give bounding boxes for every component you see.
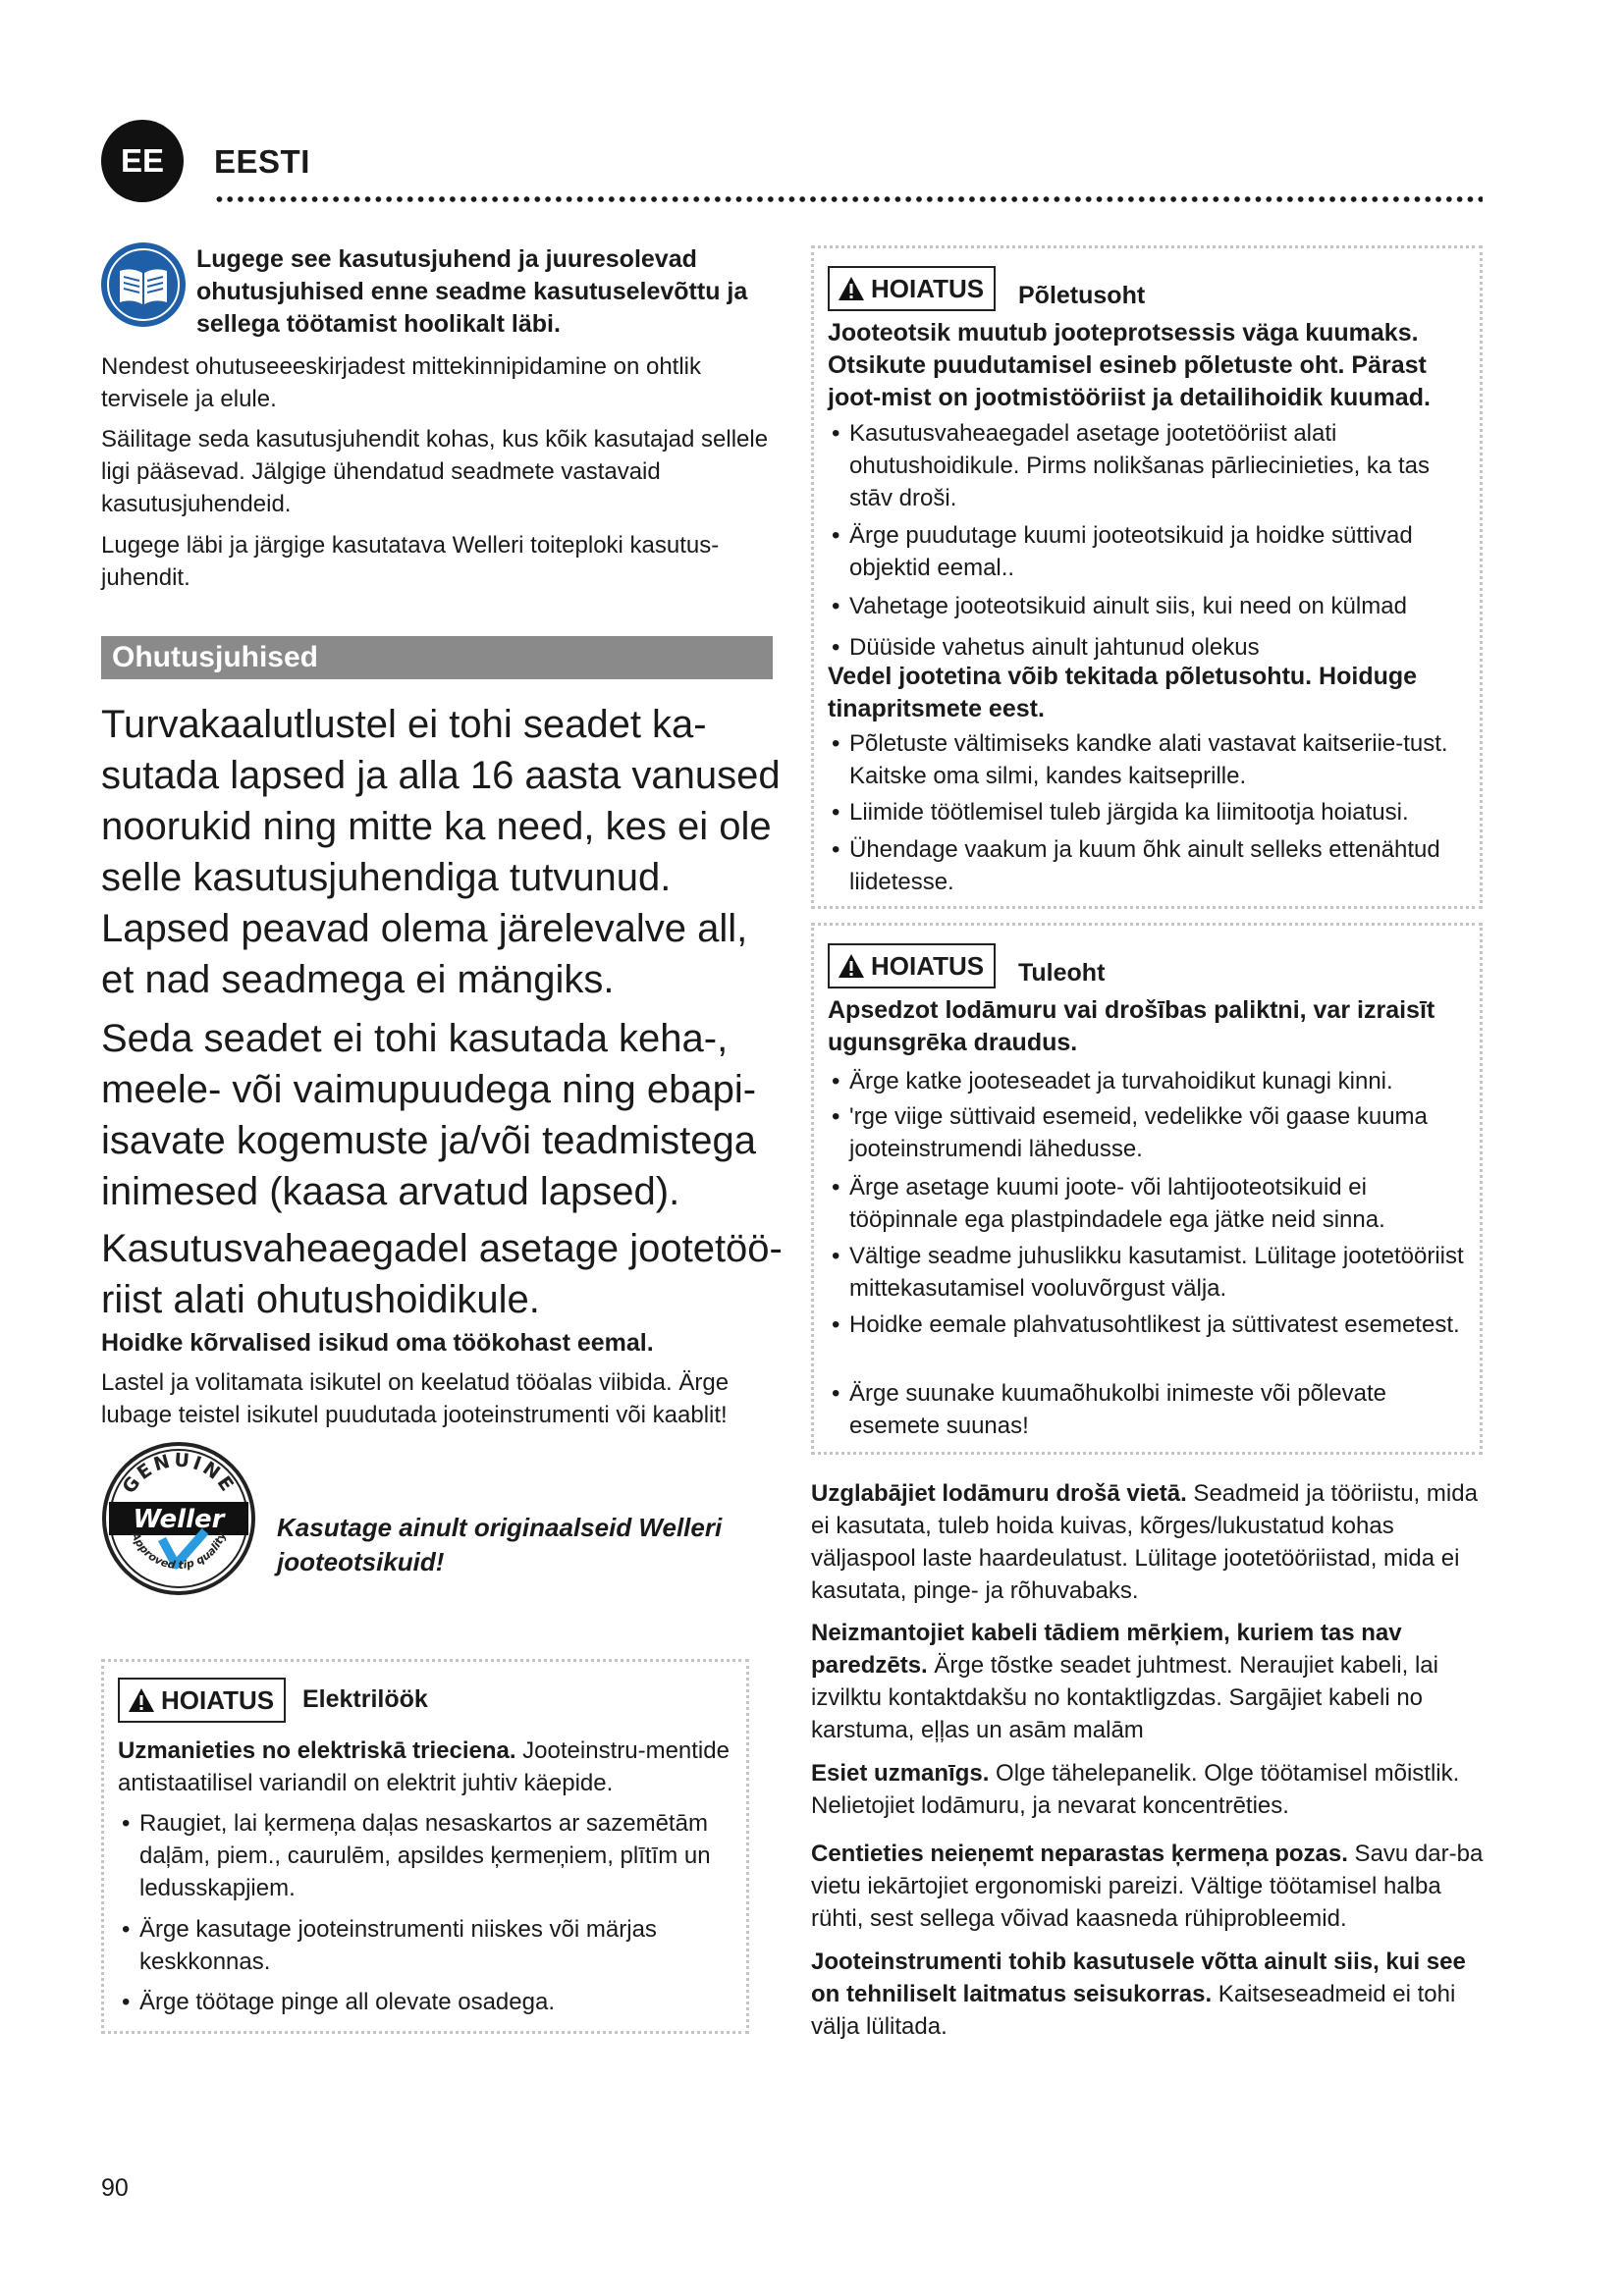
svg-text:Approved tip quality: Approved tip quality (129, 1529, 229, 1573)
list-item: • Vältige seadme juhuslikku kasutamist. Lülitage jootetööriist mittekasutamisel vooluvõrgust välja. (832, 1243, 1464, 1302)
warning-lead-rest: Jooteinstru-mentide antistaatilisel variandil on elektrit juhtiv käepide. (118, 1737, 730, 1796)
intro-paragraph-1: Nendest ohutuseeeskirjadest mittekinnipidamine on ohtlik tervisele ja elule. (101, 353, 702, 412)
list-item: • Ärge katke jooteseadet ja turvahoidikut kunagi kinni. (832, 1068, 1393, 1095)
storage-paragraph: Uzglabājiet lodāmuru drošā vietā. Seadmeid ja tööriistu, mida ei kasutata, tuleb hoida kuivas, kõrges/lukustatud kohas väljaspool laste haardeulatust. Lülitage jootetööriistad, mida ei kasutata, pinge- ja rõhuvabaks. (811, 1480, 1478, 1604)
safety-paragraph: Lastel ja volitamata isikutel on keelatud tööalas viibida. Ärge lubage teistel isikutel puudutada jooteinstrumenti või kaablit! (101, 1369, 730, 1428)
warning-lead (118, 1735, 736, 1799)
list-item: • Ärge kasutage jooteinstrumenti niiskes või märjas keskkonnas. (122, 1916, 657, 1975)
warning-label: Tuleoht (1018, 959, 1106, 987)
svg-text:Weller: Weller (133, 1505, 225, 1534)
section-title-bar: Ohutusjuhised (101, 636, 773, 679)
warning-label: Elektrilöök (302, 1685, 428, 1713)
warning-badge (828, 266, 996, 311)
warning-box-fire (811, 923, 1483, 1455)
warning-triangle-icon (128, 1687, 155, 1713)
list-item: • Ärge puudutage kuumi jooteotsikuid ja hoidke süttivad objektid eemal.. (832, 522, 1413, 581)
warning-box-burn (811, 245, 1483, 909)
warning-bold-1: Jooteotsik muutub jooteprotsessis väga kuumaks. Otsikute puudutamisel esineb põletuste oht. Pärast joot-mist on jootmistööriist ja detailihoidik kuumad. (828, 319, 1431, 411)
language-title: EESTI (214, 143, 310, 180)
list-item: • Ühendage vaakum ja kuum õhk ainult selleks ettenähtud liidetesse. (832, 836, 1440, 895)
list-item: • Hoidke eemale plahvatusohtlikest ja süttivatest esemetest. (832, 1311, 1460, 1338)
list-item: • Kasutusvaheaegadel asetage jootetööriist alati ohutushoidikule. Pirms nolikšanas pārliecinieties, ka tas stāv droši. (832, 420, 1430, 511)
warning-badge (118, 1678, 286, 1723)
list-item: • 'rge viige süttivaid esemeid, vedelikke või gaase kuuma jooteinstrumendi lähedusse. (832, 1103, 1428, 1162)
attention-paragraph: Esiet uzmanīgs. Olge tähelepanelik. Olge töötamisel mõistlik. Nelietojiet lodāmuru, ja nevarat koncentrēties. (811, 1760, 1460, 1819)
warning-badge-label: HOIATUS (871, 950, 985, 981)
list-item: • Põletuste vältimiseks kandke alati vastavat kaitseriie-tust. Kaitske oma silmi, kandes kaitseprille. (832, 730, 1448, 789)
warning-bold-2: Vedel jootetina võib tekitada põletusohtu. Hoiduge tinapritsmete eest. (828, 663, 1418, 722)
page-number: 90 (101, 2174, 129, 2202)
intro-paragraph-2: Säilitage seda kasutusjuhendit kohas, kus kõik kasutajad sellele ligi pääsevad. Jälgige ühendatud seadmete vastavaid kasutusjuhendeid. (101, 426, 769, 517)
warning-triangle-icon (838, 276, 865, 301)
list-item: • Liimide töötlemisel tuleb järgida ka liimitootja hoiatusi. (832, 799, 1409, 826)
warning-badge-label: HOIATUS (871, 273, 985, 303)
dotted-divider (214, 194, 1483, 204)
list-item: • Vahetage jooteotsikuid ainult siis, kui need on külmad (832, 593, 1407, 619)
safety-large-text-3: Kasutusvaheaegadel asetage jootetöö-riist alati ohutushoidikule. (101, 1227, 783, 1321)
warning-box-electric (101, 1659, 749, 2034)
genuine-tips-text: Kasutage ainult originaalseid Welleri jooteotsikuid! (277, 1513, 723, 1576)
warning-badge-label: HOIATUS (161, 1684, 275, 1715)
condition-paragraph: Jooteinstrumenti tohib kasutusele võtta ainult siis, kui see on tehniliselt laitmatus seisukorras. Kaitseseadmeid ei tohi välja lülitada. (811, 1949, 1466, 2040)
warning-triangle-icon (838, 953, 865, 979)
list-item: • Raugiet, lai ķermeņa daļas nesaskartos ar sazemētām daļām, piem., caurulēm, apsildes ķermeņiem, plītīm un ledusskapjiem. (122, 1810, 711, 1901)
weller-genuine-seal-icon (101, 1441, 256, 1596)
list-item: • Ärge töötage pinge all olevate osadega. (122, 1989, 555, 2015)
warning-badge (828, 943, 996, 988)
warning-label: Põletusoht (1018, 282, 1146, 309)
intro-paragraph-3: Lugege läbi ja järgige kasutatava Welleri toiteploki kasutus-juhendit. (101, 532, 720, 591)
cable-paragraph: Neizmantojiet kabeli tādiem mērķiem, kuriem tas nav paredzēts. Ärge tõstke seadet juhtmest. Neraujiet kabeli, lai izvilktu kontaktdakšu no kontaktligzdas. Sargājiet kabeli no karstuma, eļļas un asām malām (811, 1620, 1438, 1743)
svg-text:GENUINE: GENUINE (118, 1449, 240, 1498)
warning-bold-1: Apsedzot lodāmuru vai drošības paliktni, var izraisīt ugunsgrēka draudus. (828, 996, 1435, 1056)
posture-paragraph: Centieties neieņemt neparastas ķermeņa pozas. Savu dar-ba vietu iekārtojiet ergonomiski pareizi. Vältige töötamisel halba rühti, sest sellega võivad kaasneda rühiprobleemid. (811, 1841, 1484, 1932)
language-badge: EE (101, 120, 184, 202)
list-item: • Düüside vahetus ainult jahtunud olekus (832, 634, 1260, 661)
list-item: • Ärge suunake kuumaõhukolbi inimeste või põlevate esemete suunas! (832, 1380, 1386, 1439)
safety-large-text-1: Turvakaalutlustel ei tohi seadet ka-sutada lapsed ja alla 16 aasta vanused noorukid ning mitte ka need, kes ei ole selle kasutusjuhendiga tutvunud. Lapsed peavad olema järelevalve all, et nad seadmega ei mängiks. (101, 703, 781, 1001)
safety-bold-line: Hoidke kõrvalised isikud oma töökohast eemal. (101, 1329, 654, 1357)
list-item: • Ärge asetage kuumi joote- või lahtijooteotsikuid ei tööpinnale ega plastpindadele ega jätke neid sinna. (832, 1174, 1385, 1233)
warning-lead-bold: Uzmanieties no elektriskā trieciena. (118, 1737, 516, 1764)
intro-bold-text: Lugege see kasutusjuhend ja juuresolevad ohutusjuhised enne seadme kasutuselevõttu ja sellega töötamist hoolikalt läbi. (196, 245, 748, 338)
safety-large-text-2: Seda seadet ei tohi kasutada keha-, meele- või vaimupuudega ning ebapi-isavate kogemuste ja/või teadmistega inimesed (kaasa arvatud lapsed). (101, 1017, 757, 1213)
open-book-icon (100, 241, 187, 328)
